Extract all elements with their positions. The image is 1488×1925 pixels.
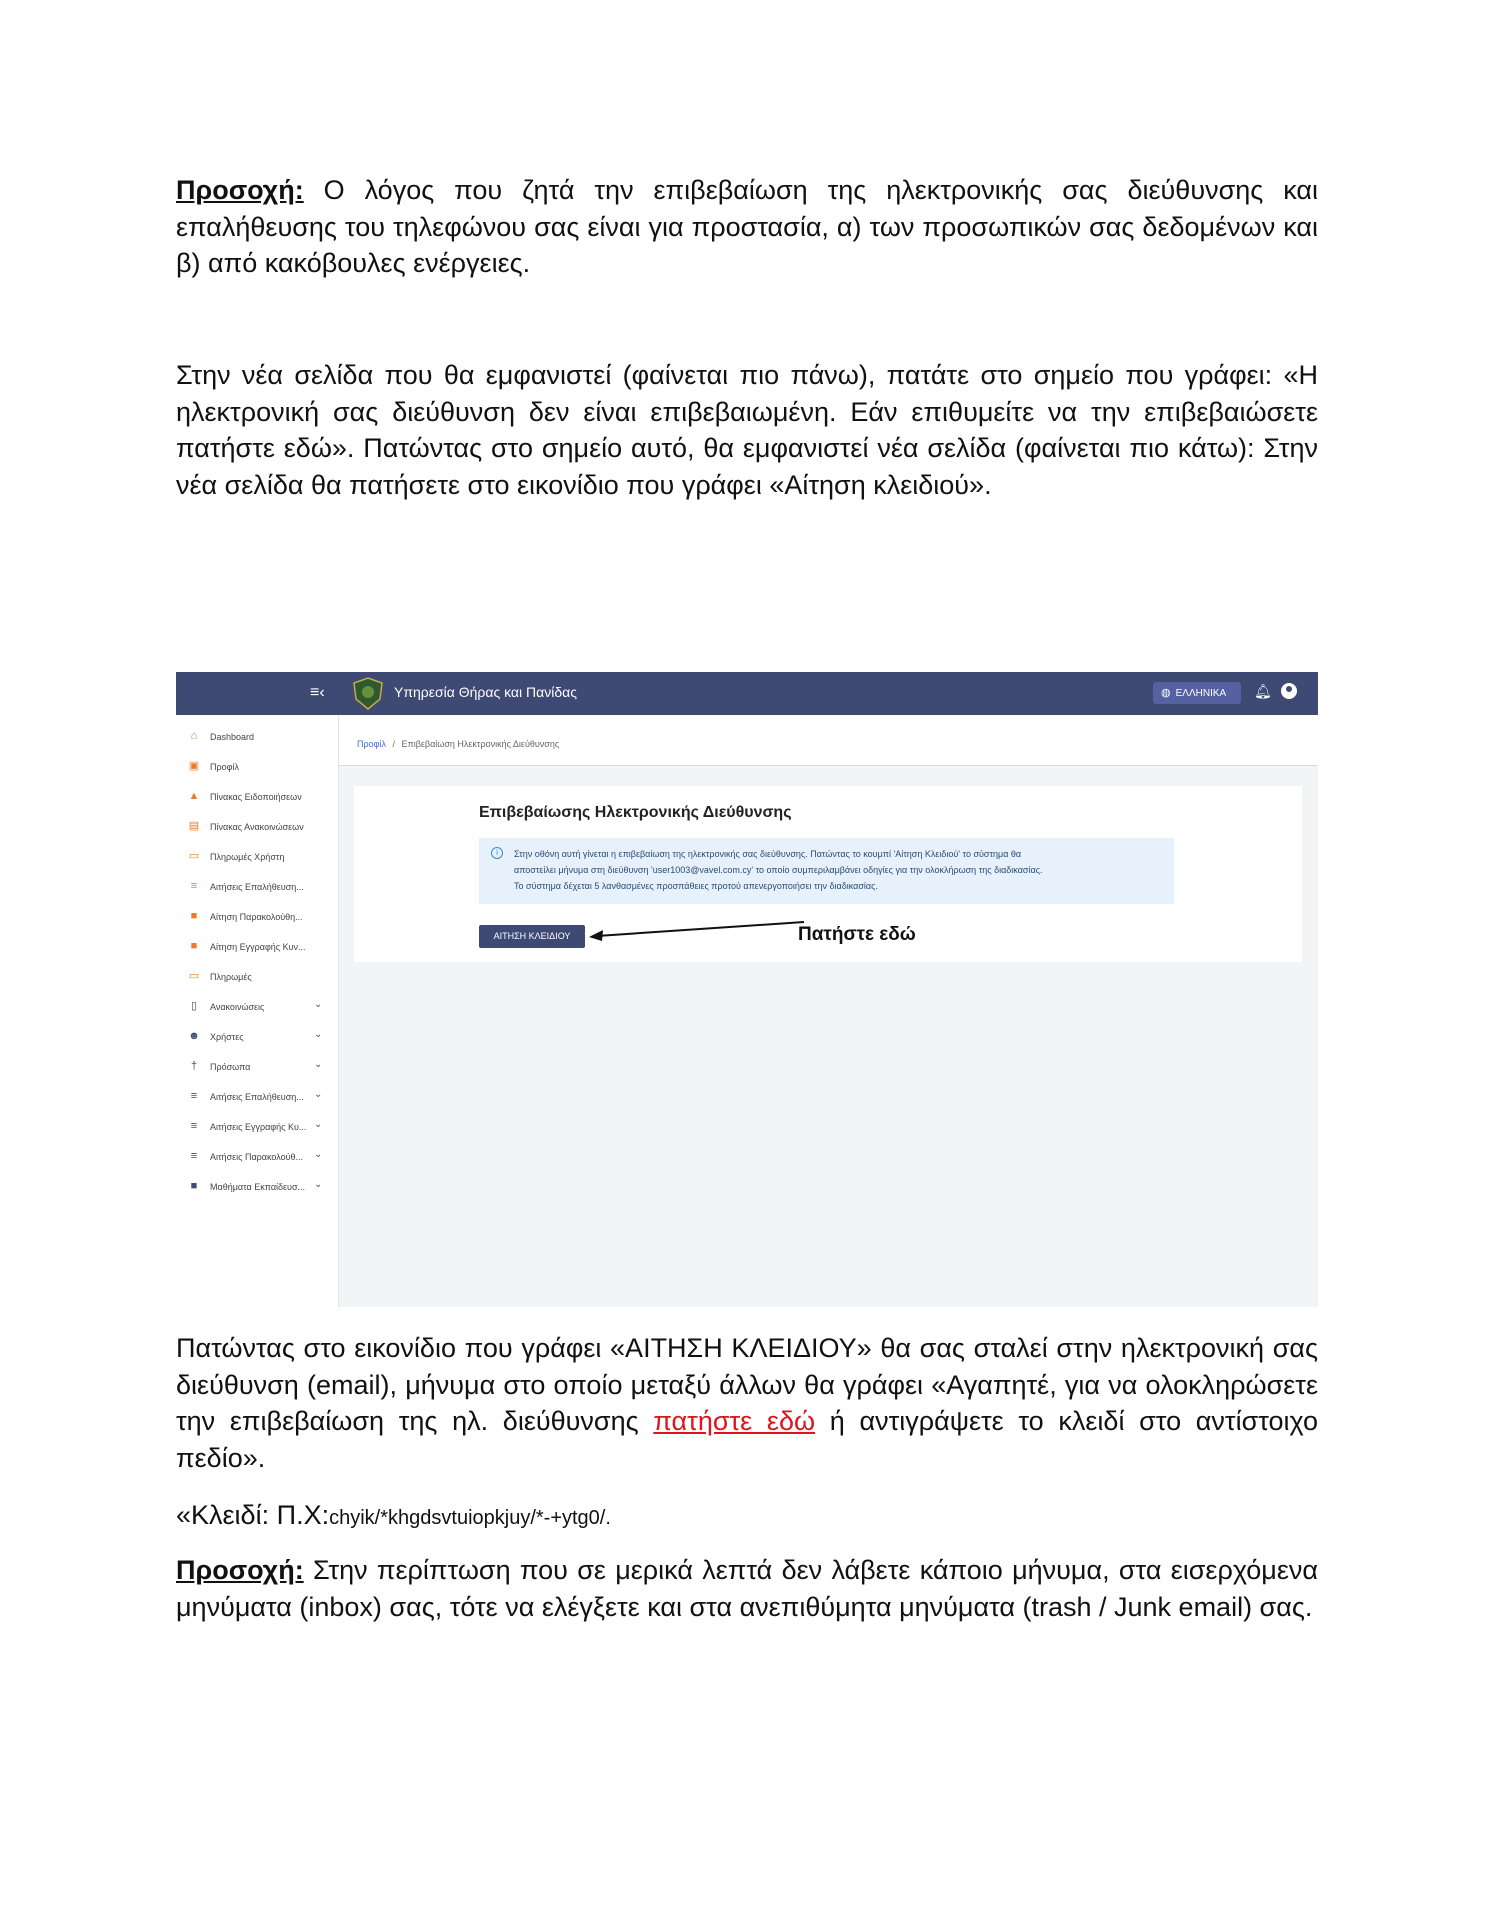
- users-icon: ☻: [188, 1030, 200, 1042]
- agency-logo: [352, 677, 384, 710]
- app-title: Υπηρεσία Θήρας και Πανίδας: [394, 684, 577, 700]
- card-icon: ▭: [188, 850, 200, 862]
- sidebar-item[interactable]: [176, 1144, 338, 1170]
- chevron-down-icon[interactable]: ⌄: [314, 1149, 323, 1160]
- breadcrumb-bar: [339, 715, 1318, 766]
- folder-icon: ■: [190, 910, 198, 922]
- notice-lead: Προσοχή:: [176, 175, 304, 205]
- sidebar-item[interactable]: [176, 1174, 338, 1200]
- chevron-down-icon[interactable]: ⌄: [314, 1179, 323, 1190]
- sidebar-item-label: Πίνακας Ανακοινώσεων: [210, 822, 304, 832]
- key-value: chyik/*khgdsvtuiopkjuy/*-+ytg0/.: [329, 1507, 611, 1529]
- sidebar-item[interactable]: [176, 994, 338, 1020]
- sidebar-item[interactable]: [176, 874, 338, 900]
- bell-icon: ▲: [188, 790, 200, 802]
- sidebar-item-label: Αιτήσεις Παρακολούθ...: [210, 1152, 304, 1162]
- alert-line-3: Το σύστημα δέχεται 5 λανθασμένες προσπάθειες προτού απενεργοποιήσει την διαδικασίας.: [514, 881, 878, 891]
- sidebar-item-label: Πληρωμές: [210, 972, 252, 982]
- sidebar-item-label: Χρήστες: [210, 1032, 244, 1042]
- request-key-button[interactable]: ΑΙΤΗΣΗ ΚΛΕΙΔΙΟΥ: [479, 925, 585, 948]
- sidebar-item-label: Πρόσωπα: [210, 1062, 251, 1072]
- embedded-screenshot: [176, 672, 1318, 1307]
- sidebar-item-label: Μαθήματα Εκπαίδευσ...: [210, 1182, 306, 1192]
- user-account-icon[interactable]: [1281, 683, 1297, 699]
- list-check-icon: ≡: [190, 880, 198, 892]
- notice-text: Ο λόγος που ζητά την επιβεβαίωση της ηλεκτρονικής σας διεύθυνσης και επαλήθευσης του τηλεφώνου σας είναι για προστασία, α) των προσωπικών σας δεδομένων και β) από κακόβουλες ενέργειες.: [176, 175, 1318, 278]
- globe-icon: ◍: [1161, 687, 1171, 699]
- list-check-icon: ≡: [190, 1120, 198, 1132]
- sidebar-item-label: Πληρωμές Χρήστη: [210, 852, 285, 862]
- breadcrumb-separator: /: [392, 739, 395, 749]
- profile-icon: ▣: [188, 760, 200, 772]
- menu-collapse-icon[interactable]: ≡‹: [310, 684, 325, 701]
- sidebar-item[interactable]: [176, 934, 338, 960]
- folder-icon: ■: [190, 940, 198, 952]
- chevron-down-icon[interactable]: ⌄: [314, 1059, 323, 1070]
- sidebar-item-label: Προφίλ: [210, 762, 239, 772]
- sidebar-item[interactable]: [176, 1114, 338, 1140]
- chevron-down-icon[interactable]: ⌄: [314, 1089, 323, 1100]
- alert-line-2: αποστείλει μήνυμα στη διεύθυνση 'user1003@vavel.com.cy' το οποίο συμπεριλαμβάνει οδηγίες για την ολοκλήρωση της διαδικασίας.: [514, 865, 1043, 875]
- sidebar-item[interactable]: [176, 784, 338, 810]
- sidebar-item-label: Αιτήσεις Επαλήθευση...: [210, 882, 304, 892]
- sidebar-item-label: Αιτήσεις Εγγραφής Κυ...: [210, 1122, 307, 1132]
- email-text-after: ή αντιγράψετε το κλειδί στο αντίστοιχο πεδίο».: [176, 1406, 1318, 1473]
- notice-lead-2: Προσοχή:: [176, 1555, 304, 1585]
- card-icon: ▭: [188, 970, 200, 982]
- home-icon: ⌂: [190, 730, 198, 742]
- sidebar-item-label: Πίνακας Ειδοποιήσεων: [210, 792, 302, 802]
- chevron-down-icon[interactable]: ⌄: [314, 999, 323, 1010]
- sidebar-item[interactable]: [176, 1024, 338, 1050]
- sidebar-item[interactable]: [176, 964, 338, 990]
- sidebar-item-label: Ανακοινώσεις: [210, 1002, 265, 1012]
- instructions-paragraph: Στην νέα σελίδα που θα εμφανιστεί (φαίνεται πιο πάνω), πατάτε στο σημείο που γράφει: «Η ηλεκτρονική σας διεύθυνση δεν είναι επιβεβαιωμένη. Εάν επιθυμείτε να την επιβεβαιώσετε πατήστε εδώ». Πατώντας στο σημείο αυτό, θα εμφανιστεί νέα σελίδα (φαίνεται πιο κάτω): Στην νέα σελίδα θα πατήσετε στο εικονίδιο που γράφει «Αίτηση κλειδιού».: [176, 360, 1318, 500]
- key-label: «Κλειδί: Π.Χ:: [176, 1500, 330, 1530]
- key-example-paragraph: [176, 1497, 1318, 1537]
- sidebar-item-label: Dashboard: [210, 732, 255, 742]
- sidebar-item[interactable]: [176, 1054, 338, 1080]
- sidebar-item-label: Αιτήσεις Επαλήθευση...: [210, 1092, 304, 1102]
- speaker-icon: ▯: [190, 1000, 198, 1012]
- sidebar-item[interactable]: [176, 1084, 338, 1110]
- sidebar-item[interactable]: [176, 904, 338, 930]
- email-text-before: Πατώντας στο εικονίδιο που γράφει «ΑΙΤΗΣΗ ΚΛΕΙΔΙΟΥ» θα σας σταλεί στην ηλεκτρονική σας διεύθυνση (email), μήνυμα στο οποίο μεταξύ άλλων θα γράφει «Αγαπητέ, για να ολοκληρώσετε την επιβεβαίωση της ηλ. διεύθυνσης: [176, 1333, 1318, 1436]
- info-icon: i: [491, 847, 503, 859]
- breadcrumb: [357, 739, 559, 749]
- sidebar-item-label: Αίτηση Παρακολούθη...: [210, 912, 303, 922]
- person-icon: †: [190, 1060, 198, 1072]
- pointer-arrow: [587, 916, 807, 946]
- sidebar-header: [176, 672, 338, 715]
- email-paragraph: [176, 1330, 1318, 1476]
- notifications-bell-icon[interactable]: 🔔︎: [1254, 683, 1272, 699]
- document-icon: ▤: [188, 820, 200, 832]
- app-header: [176, 672, 1318, 715]
- list-check-icon: ≡: [190, 1090, 198, 1102]
- sidebar-item[interactable]: [176, 844, 338, 870]
- language-label: ΕΛΛΗΝΙΚΑ: [1175, 688, 1227, 699]
- sidebar-item-label: Αίτηση Εγγραφής Κυν...: [210, 942, 306, 952]
- sidebar-item[interactable]: [176, 754, 338, 780]
- list-check-icon: ≡: [190, 1150, 198, 1162]
- breadcrumb-current: Επιβεβαίωση Ηλεκτρονικής Διεύθυνσης: [401, 739, 560, 749]
- breadcrumb-profile-link[interactable]: Προφίλ: [357, 739, 386, 749]
- alert-text: [514, 846, 1164, 894]
- info-alert: [479, 838, 1174, 904]
- click-here-callout: Πατήστε εδώ: [798, 924, 916, 945]
- sidebar-item[interactable]: [176, 814, 338, 840]
- language-button[interactable]: [1153, 682, 1241, 704]
- sidebar-item[interactable]: [176, 724, 338, 750]
- notice-paragraph-2: [176, 1552, 1318, 1625]
- sidebar: [176, 715, 339, 1307]
- notice-paragraph-1: [176, 172, 1318, 282]
- click-here-link[interactable]: πατήστε εδώ: [653, 1406, 816, 1436]
- card-title: Επιβεβαίωσης Ηλεκτρονικής Διεύθυνσης: [479, 804, 792, 821]
- chevron-down-icon[interactable]: ⌄: [314, 1119, 323, 1130]
- folder-icon: ■: [190, 1180, 198, 1192]
- chevron-down-icon[interactable]: ⌄: [314, 1029, 323, 1040]
- alert-line-1: Στην οθόνη αυτή γίνεται η επιβεβαίωση της ηλεκτρονικής σας διεύθυνσης. Πατώντας το κουμπί 'Αίτηση Κλειδιού' το σύστημα θα: [514, 849, 1022, 859]
- notice-text-2: Στην περίπτωση που σε μερικά λεπτά δεν λάβετε κάποιο μήνυμα, στα εισερχόμενα μηνύματα (inbox) σας, τότε να ελέγξετε και στα ανεπιθύμητα μηνύματα (trash / Junk email) σας.: [176, 1555, 1318, 1622]
